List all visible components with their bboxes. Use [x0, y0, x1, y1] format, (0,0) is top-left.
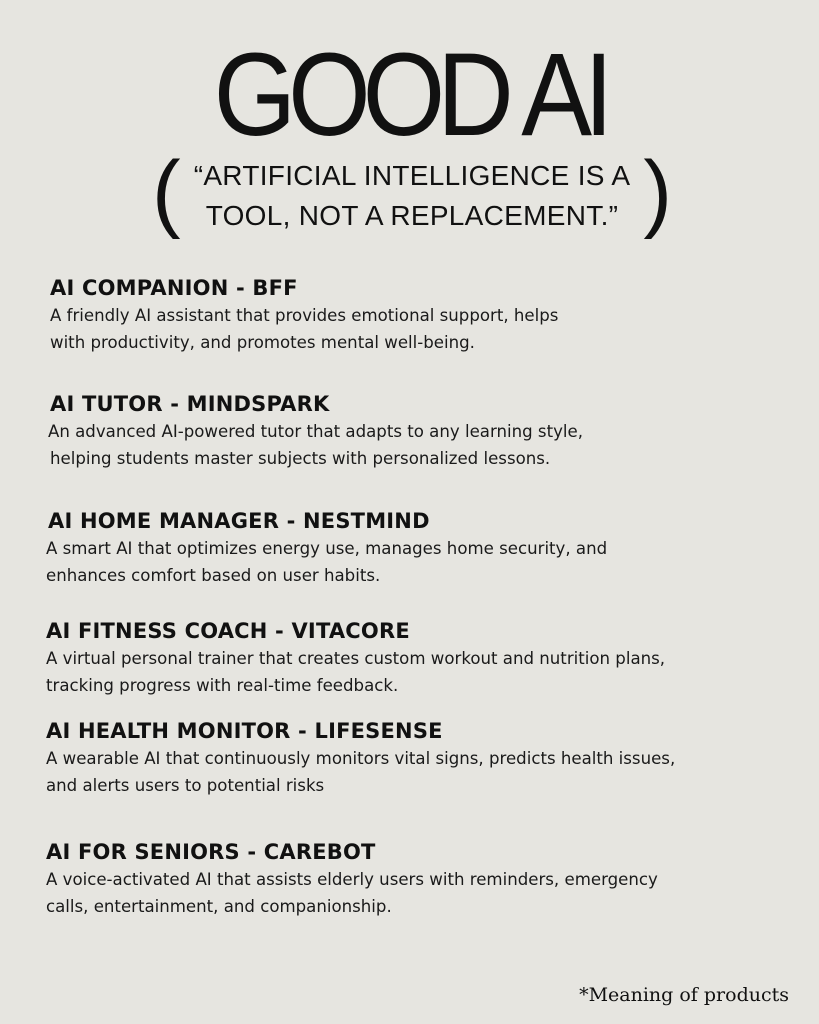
product-heading: AI COMPANION - BFF	[50, 276, 298, 300]
product-description-line: helping students master subjects with personalized lessons.	[50, 449, 551, 468]
product-item-home-manager	[48, 507, 768, 589]
product-description-line: tracking progress with real-time feedback.	[46, 676, 399, 695]
product-item-seniors	[46, 838, 786, 920]
product-item-fitness-coach	[46, 617, 786, 699]
product-heading: AI FOR SENIORS - CAREBOT	[46, 840, 376, 864]
product-heading: AI HEALTH MONITOR - LIFESENSE	[46, 719, 443, 743]
product-item-health-monitor	[46, 717, 796, 799]
quote-block	[152, 144, 672, 240]
product-description-line: with productivity, and promotes mental well-being.	[50, 333, 475, 352]
product-item-companion	[50, 274, 770, 356]
product-description-line: A friendly AI assistant that provides emotional support, helps	[50, 306, 559, 325]
product-heading: AI HOME MANAGER - NESTMIND	[48, 509, 430, 533]
page-title: GOOD AI	[213, 29, 606, 161]
right-parenthesis: )	[643, 144, 672, 240]
product-heading: AI FITNESS COACH - VITACORE	[46, 619, 410, 643]
product-description-line: An advanced AI-powered tutor that adapts to any learning style,	[48, 422, 583, 441]
product-description-line: and alerts users to potential risks	[46, 776, 325, 795]
product-description-line: A voice-activated AI that assists elderly users with reminders, emergency	[46, 870, 658, 889]
quote-line-1: “ARTIFICIAL INTELLIGENCE IS A	[193, 160, 631, 191]
left-parenthesis: (	[152, 144, 181, 240]
product-description-line: calls, entertainment, and companionship.	[46, 897, 392, 916]
product-heading: AI TUTOR - MINDSPARK	[50, 392, 330, 416]
product-description-line: A virtual personal trainer that creates custom workout and nutrition plans,	[46, 649, 666, 668]
product-item-tutor	[50, 390, 770, 472]
product-description-line: enhances comfort based on user habits.	[46, 566, 381, 585]
product-description-line: A wearable AI that continuously monitors vital signs, predicts health issues,	[46, 749, 676, 768]
footnote: *Meaning of products	[579, 984, 789, 1006]
quote-line-2: TOOL, NOT A REPLACEMENT.”	[205, 200, 619, 231]
product-description-line: A smart AI that optimizes energy use, manages home security, and	[46, 539, 608, 558]
quote-text	[182, 156, 642, 236]
